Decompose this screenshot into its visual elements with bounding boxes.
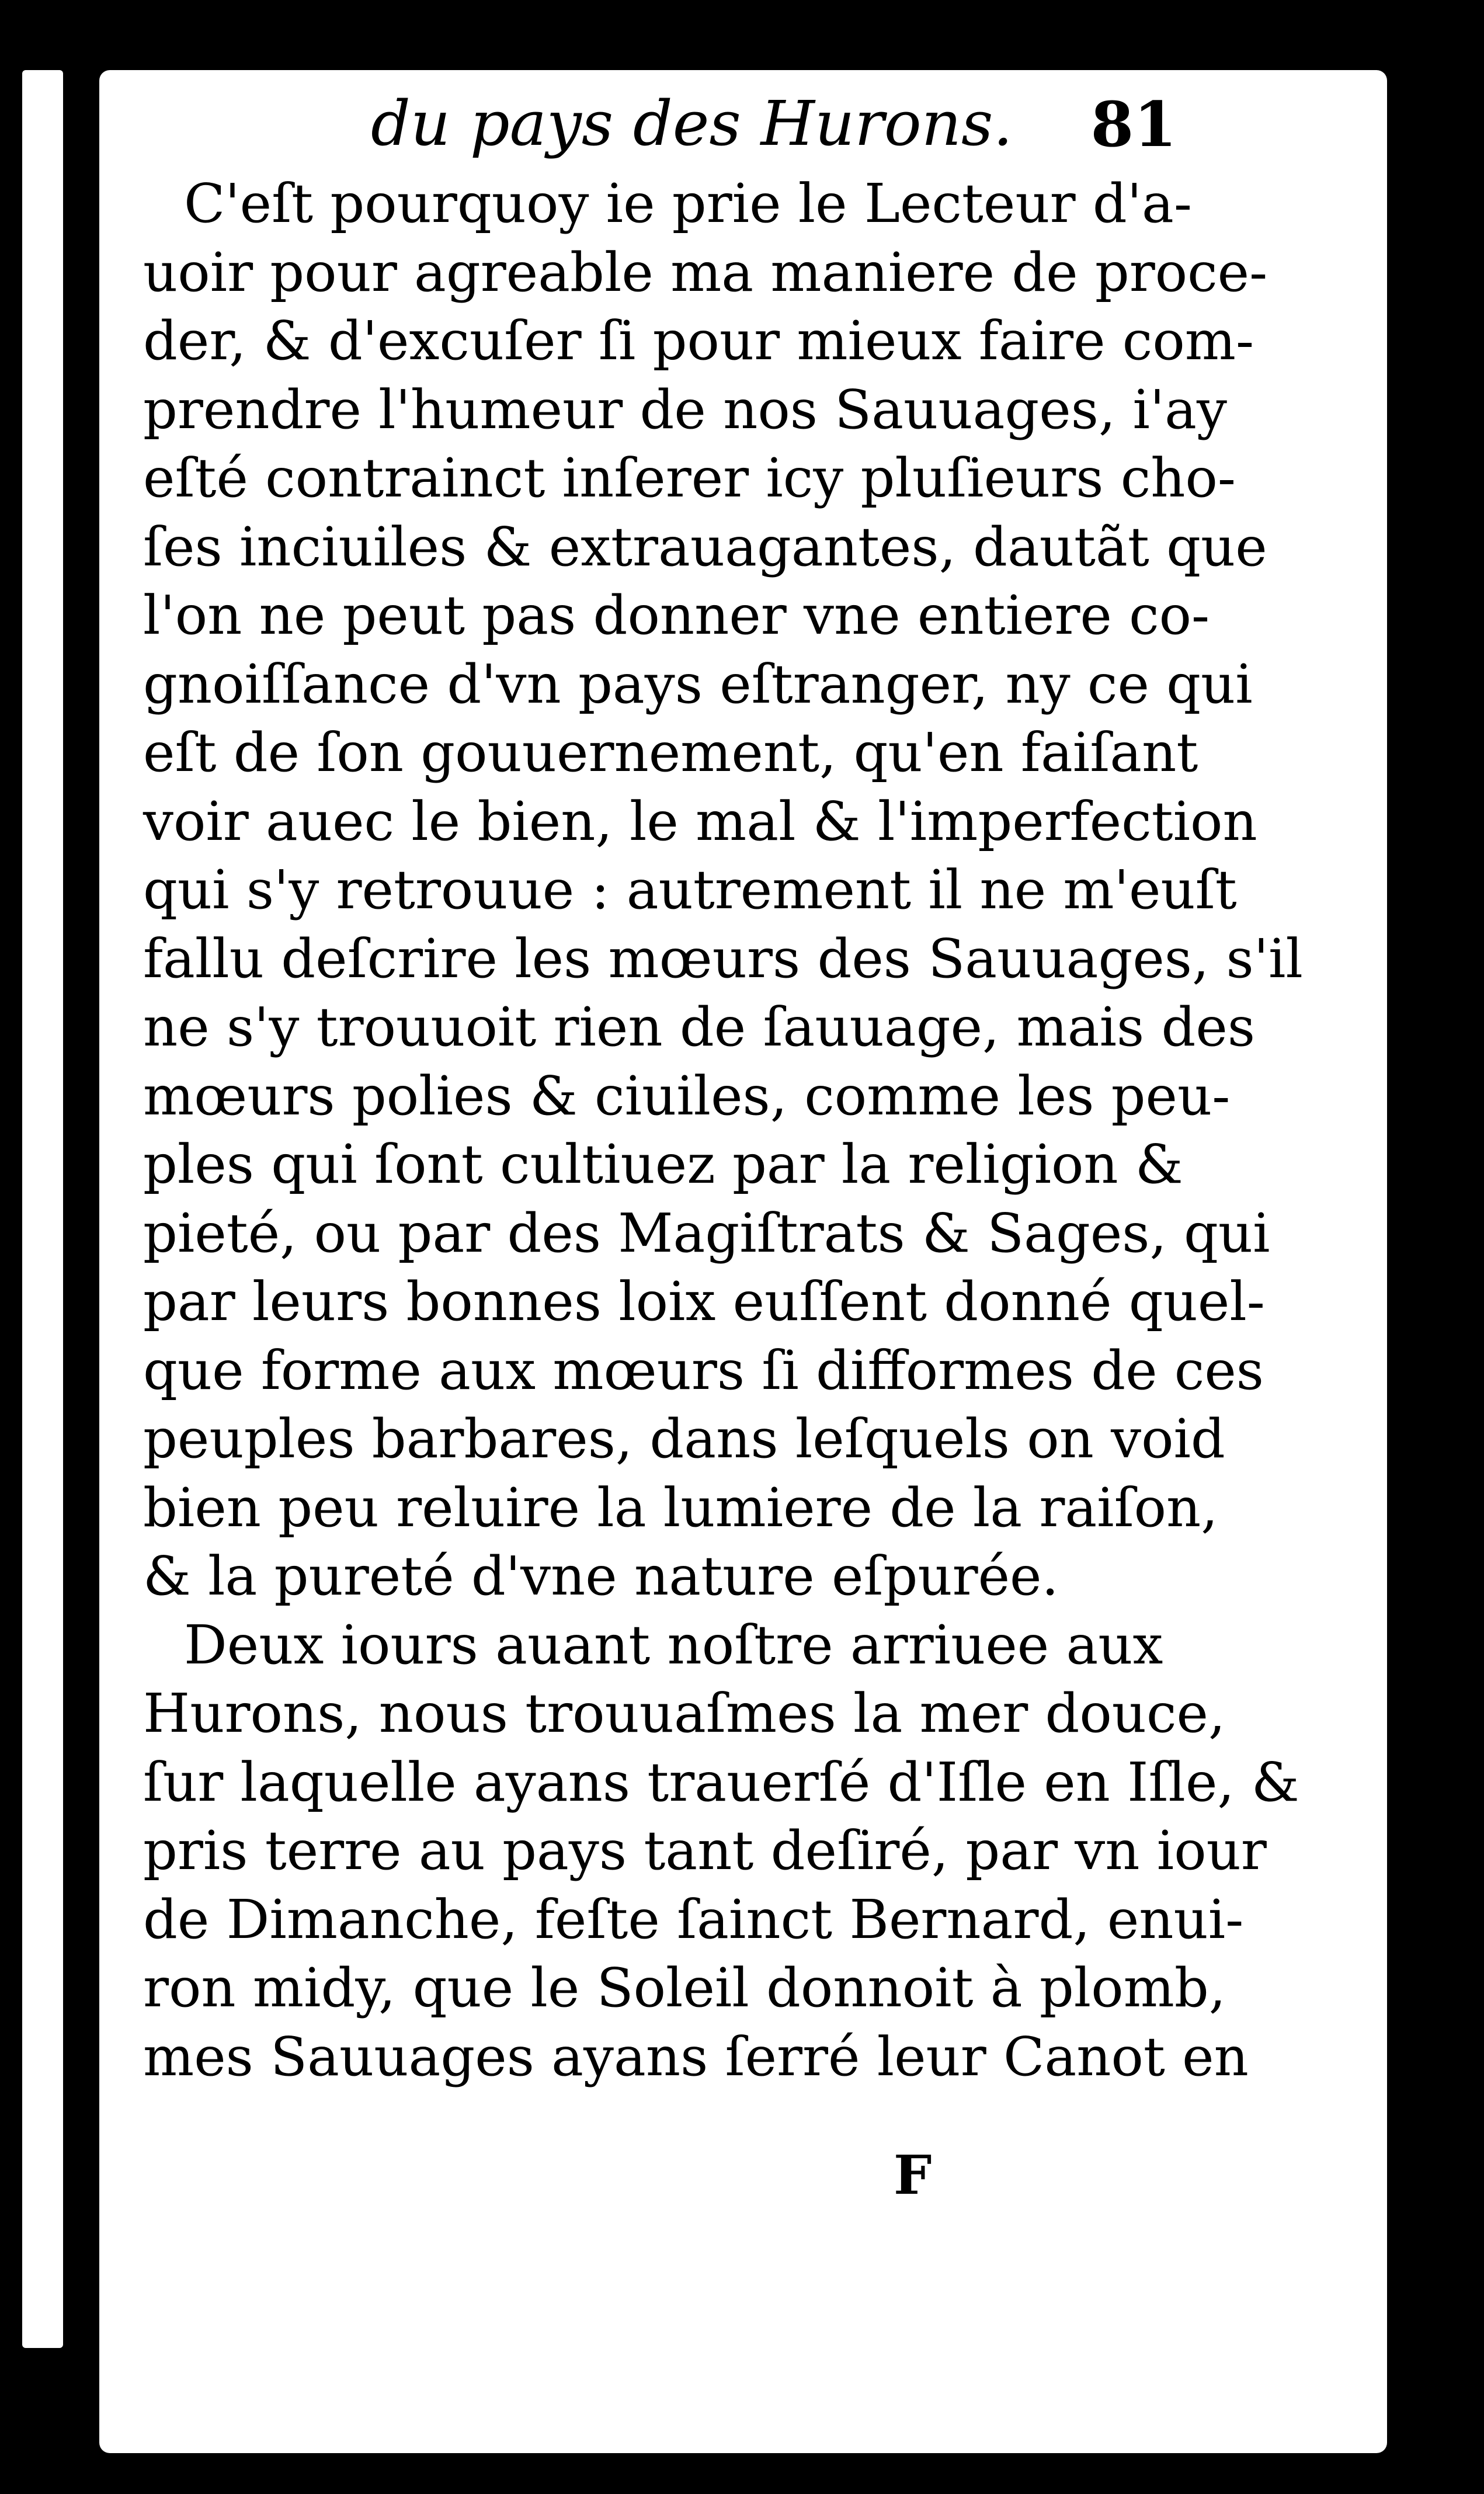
text-line: gnoiſſance d'vn pays eſtranger, ny ce qui bbox=[143, 652, 1253, 715]
text-line: de Dimanche, feſte ſainct Bernard, enui- bbox=[143, 1888, 1244, 1951]
text-line: eſt de ſon gouuernement, qu'en faiſant bbox=[143, 721, 1198, 784]
page-number: 81 bbox=[1090, 88, 1177, 161]
page-header bbox=[266, 88, 1177, 169]
text-line: par leurs bonnes loix euſſent donné quel- bbox=[143, 1270, 1265, 1333]
body-text bbox=[143, 169, 1303, 2091]
text-line: uoir pour agreable ma maniere de proce- bbox=[143, 241, 1268, 304]
text-line: C'eſt pourquoy ie prie le Lecteur d'a- bbox=[184, 172, 1192, 235]
text-line: bien peu reluire la lumiere de la raiſon, bbox=[143, 1476, 1218, 1539]
text-line: ples qui ſont cultiuez par la religion & bbox=[143, 1133, 1183, 1196]
text-line: ſes inciuiles & extrauagantes, dautãt que bbox=[143, 515, 1267, 578]
text-line: ſur laquelle ayans trauerſé d'Iſle en Iſle, & bbox=[143, 1750, 1299, 1814]
paragraph-2 bbox=[143, 1611, 1299, 2092]
signature-mark: F bbox=[894, 2144, 932, 2207]
text-line: pieté, ou par des Magiſtrats & Sages, qui bbox=[143, 1201, 1270, 1265]
text-line: peuples barbares, dans leſquels on void bbox=[143, 1408, 1225, 1470]
text-line: mes Sauuages ayans ſerré leur Canot en bbox=[143, 2025, 1249, 2088]
text-line: voir auec le bien, le mal & l'imperfection bbox=[143, 790, 1257, 853]
text-line: Deux iours auant noſtre arriuee aux bbox=[184, 1613, 1163, 1676]
text-line: l'on ne peut pas donner vne entiere co- bbox=[143, 584, 1210, 647]
text-line: eſté contrainct inſerer icy pluſieurs cho- bbox=[143, 447, 1236, 509]
text-line: fallu deſcrire les mœurs des Sauuages, s'il bbox=[143, 927, 1303, 990]
text-line: & la pureté d'vne nature eſpurée. bbox=[143, 1545, 1059, 1607]
text-line: qui s'y retrouue : autrement il ne m'euſt bbox=[143, 859, 1237, 921]
text-line: pris terre au pays tant deſiré, par vn iour bbox=[143, 1819, 1267, 1882]
running-title: du pays des Hurons. bbox=[371, 88, 1013, 159]
paragraph-1 bbox=[143, 169, 1303, 1611]
text-line: Hurons, nous trouuaſmes la mer douce, bbox=[143, 1682, 1226, 1745]
text-line: ne s'y trouuoit rien de ſauuage, mais des bbox=[143, 996, 1256, 1058]
text-line: mœurs polies & ciuiles, comme les peu- bbox=[143, 1064, 1231, 1127]
adjacent-page-edge bbox=[22, 70, 63, 2348]
text-line: ron midy, que le Soleil donnoit à plomb, bbox=[143, 1957, 1226, 2019]
text-line: que forme aux mœurs ſi difformes de ces bbox=[143, 1339, 1264, 1402]
text-line: der, & d'excuſer ſi pour mieux faire com- bbox=[143, 310, 1254, 372]
text-line: prendre l'humeur de nos Sauuages, i'ay bbox=[143, 378, 1227, 441]
